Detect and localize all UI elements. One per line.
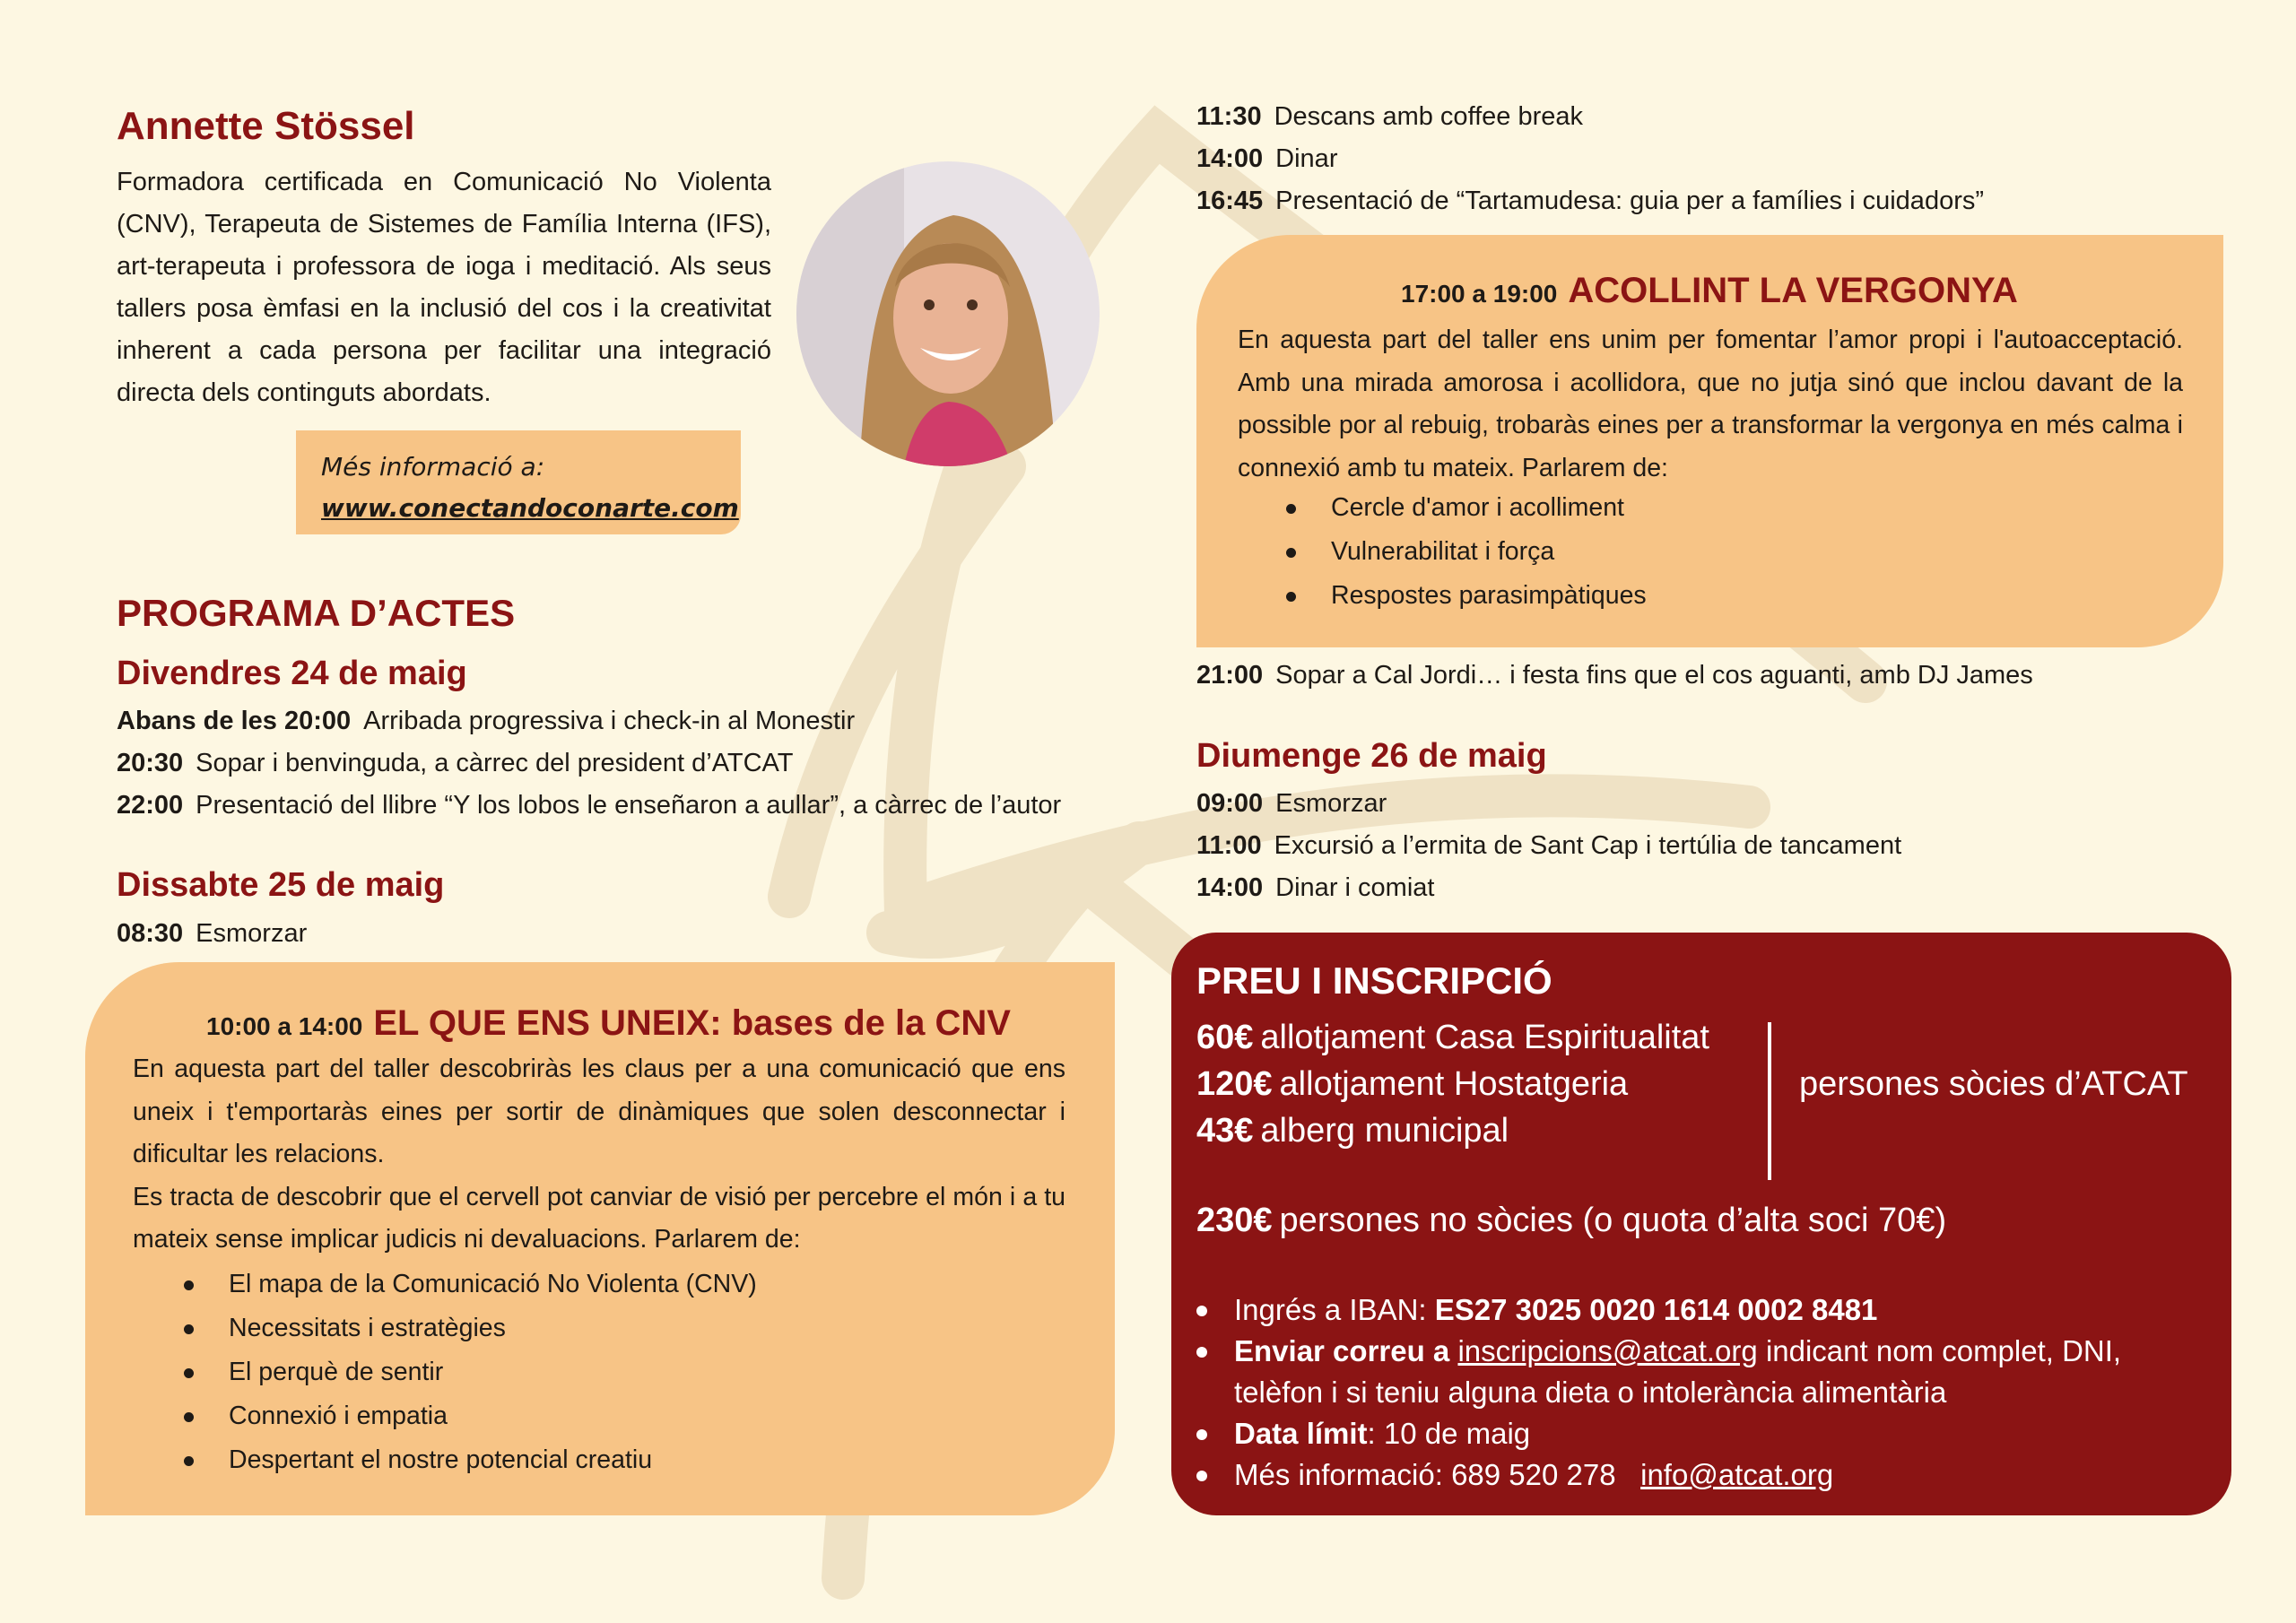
saturday-heading: Dissabte 25 de maig [117,866,445,904]
list-item: Cercle d'amor i acolliment [1286,486,1647,530]
list-item: Enviar correu a inscripcions@atcat.org indicant nom complet, DNI, telèfon i si teniu alguna dieta o intolerància alimentària [1196,1331,2201,1413]
list-item: El perquè de sentir [184,1350,757,1394]
list-item: Despertant el nostre potencial creatiu [184,1438,757,1482]
workshop-vergonya-description: En aquesta part del taller ens unim per fomentar l’amor propi i l'autoacceptació. Amb una mirada amorosa i acollidora, que no jutja sinó que inclou davant de la possible por al rebuig, trobaràs eines per a transformar la vergonya en més calma i connexió amb tu mateix. Parlarem de: [1238,325,2183,482]
schedule-item: 14:00 Dinar i comiat [1196,873,1435,902]
schedule-item: 14:00 Dinar [1196,144,1338,173]
more-info-box [296,430,741,534]
schedule-item: 21:00 Sopar a Cal Jordi… i festa fins que el cos aguanti, amb DJ James [1196,661,2033,690]
friday-heading: Divendres 24 de maig [117,655,467,692]
workshop-cnv-topics [184,1263,757,1482]
presenter-bio: Formadora certificada en Comunicació No Violenta (CNV), Terapeuta de Sistemes de Família Interna (IFS), art-terapeuta i professora de ioga i meditació. Als seus tallers posa èmfasi en la inclusió del cos i la creativitat inherent a cada persona per facilitar una integració directa dels continguts abordats. [117,168,771,407]
info-email-link[interactable]: info@atcat.org [1640,1458,1834,1491]
workshop-cnv-description: En aquesta part del taller descobriràs les claus per a una comunicació que ens uneix i t'emportaràs eines per sortir de dinàmiques que solen desconnectar i dificultar les relacions. Es tracta de descobrir que el cervell pot canviar de visió per percebre el món i a tu mateix sense implicar judicis ni devaluacions. Parlarem de: [133,1055,1065,1254]
price-panel [1171,933,2231,1515]
registration-email-link[interactable]: inscripcions@atcat.org [1457,1334,1758,1367]
members-label: persones sòcies d’ATCAT [1799,1065,2188,1103]
schedule-item: Abans de les 20:00 Arribada progressiva i check-in al Monestir [117,707,856,735]
price-divider [1768,1022,1771,1180]
website-link[interactable]: www.conectandoconarte.com [321,493,739,523]
schedule-item: 22:00 Presentació del llibre “Y los lobos le enseñaron a aullar”, a càrrec de l’autor [117,791,1062,820]
schedule-item: 16:45 Presentació de “Tartamudesa: guia per a famílies i cuidadors” [1196,187,1985,215]
list-item: Ingrés a IBAN: ES27 3025 0020 1614 0002 8481 [1196,1289,2201,1331]
workshop-vergonya-time: 17:00 a 19:00 [1401,280,1558,308]
iban-value: ES27 3025 0020 1614 0002 8481 [1434,1293,1878,1326]
workshop-cnv-header [206,1003,1011,1044]
non-member-price: 230€ persones no sòcies (o quota d’alta soci 70€) [1196,1202,1947,1239]
more-info-label: Més informació a: [321,452,545,482]
list-item: Respostes parasimpàtiques [1286,574,1647,618]
schedule-item: 11:30 Descans amb coffee break [1196,102,1584,131]
workshop-cnv-panel [85,962,1115,1515]
list-item: El mapa de la Comunicació No Violenta (CNV) [184,1263,757,1306]
schedule-item: 11:00 Excursió a l’ermita de Sant Cap i tertúlia de tancament [1196,831,1902,860]
workshop-vergonya-header [1401,271,2018,311]
workshop-vergonya-panel [1196,235,2223,647]
workshop-cnv-time: 10:00 a 14:00 [206,1012,363,1040]
schedule-item: 20:30 Sopar i benvinguda, a càrrec del president d’ATCAT [117,749,794,777]
sunday-heading: Diumenge 26 de maig [1196,737,1547,775]
price-tier: 43€ alberg municipal [1196,1112,1509,1150]
registration-info-list [1196,1289,2201,1496]
workshop-cnv-title: EL QUE ENS UNEIX: bases de la CNV [373,1003,1011,1043]
price-tier: 60€ allotjament Casa Espiritualitat [1196,1019,1709,1056]
workshop-vergonya-topics [1286,486,1647,618]
list-item: Més informació: 689 520 278 info@atcat.org [1196,1454,2201,1496]
program-title: PROGRAMA D’ACTES [117,592,516,634]
list-item: Data límit: 10 de maig [1196,1413,2201,1454]
list-item: Connexió i empatia [184,1394,757,1438]
schedule-item: 08:30 Esmorzar [117,919,308,948]
list-item: Vulnerabilitat i força [1286,530,1647,574]
presenter-photo [796,161,1100,466]
workshop-vergonya-title: ACOLLINT LA VERGONYA [1568,271,2018,310]
price-title: PREU I INSCRIPCIÓ [1196,959,1552,1002]
presenter-name: Annette Stössel [117,104,415,148]
schedule-item: 09:00 Esmorzar [1196,789,1387,818]
price-tier: 120€ allotjament Hostatgeria [1196,1065,1629,1103]
portrait-image [796,161,1100,466]
list-item: Necessitats i estratègies [184,1306,757,1350]
